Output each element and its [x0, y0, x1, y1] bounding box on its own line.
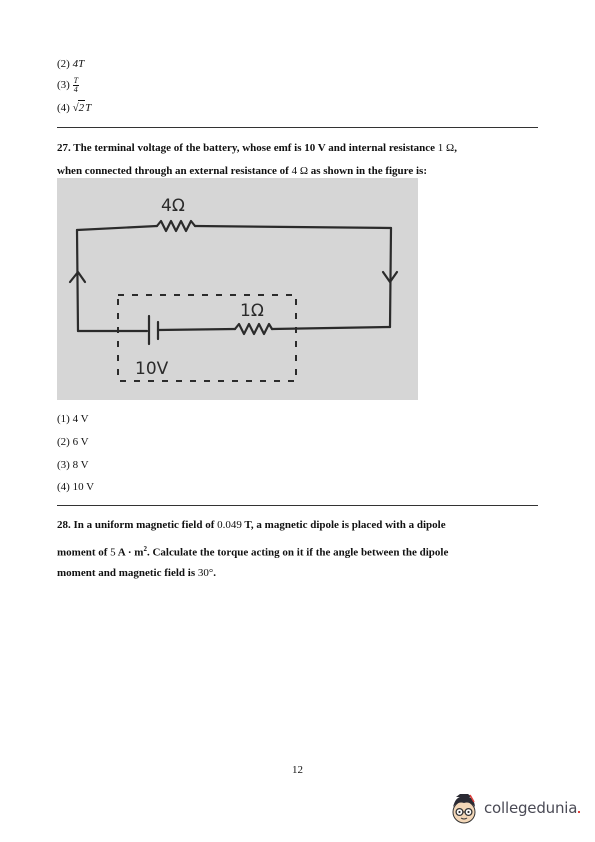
- resistor-4-ohm: [157, 221, 195, 231]
- bottom-wire-mid: [158, 329, 235, 330]
- moment-value: 5: [110, 546, 116, 559]
- mascot-icon: [448, 791, 480, 825]
- brand-dot: [578, 811, 580, 813]
- separator-rule: [57, 505, 538, 506]
- option-number: (3): [57, 79, 70, 92]
- fraction-numerator: T: [73, 76, 79, 85]
- option-27-2: [57, 435, 89, 449]
- question-28-line-1: [57, 518, 538, 532]
- question-text: .: [213, 567, 217, 579]
- option-number: (4): [57, 481, 70, 493]
- question-text: . Calculate the torque acting on it if the angle between the dipole: [146, 546, 449, 559]
- label-4-ohm: 4Ω: [161, 196, 185, 216]
- page-number: 12: [292, 764, 303, 776]
- question-28-line-3: [57, 566, 538, 580]
- option-value: 6: [72, 436, 79, 448]
- right-wire: [390, 228, 391, 327]
- option-prev-3: [57, 77, 79, 94]
- left-wire: [77, 230, 78, 331]
- question-27-line-1: [57, 141, 538, 155]
- option-27-1: [57, 412, 89, 426]
- fraction: [73, 77, 79, 94]
- unit-superscript: 2: [143, 545, 147, 553]
- question-text: 27. The terminal voltage of the battery, whose emf is 10 V and internal resistance: [57, 142, 438, 154]
- option-number: (1): [57, 413, 70, 425]
- brand-logo: [448, 790, 580, 826]
- question-text: moment and magnetic field is: [57, 567, 198, 579]
- option-prev-2: [57, 57, 84, 71]
- option-value: 4T: [72, 58, 85, 70]
- question-text: as shown in the figure is:: [308, 165, 427, 177]
- question-28-line-2: [57, 542, 538, 560]
- resistor-1-ohm: [235, 324, 272, 334]
- question-text: T, a magnetic dipole is placed with a dipole: [241, 519, 446, 531]
- field-value: 0.049: [217, 519, 242, 531]
- option-value: 8: [72, 459, 79, 471]
- option-value: 10: [72, 481, 84, 493]
- angle-value: 30°: [197, 567, 214, 579]
- option-unit: V: [80, 436, 89, 448]
- label-1-ohm: 1Ω: [240, 301, 264, 321]
- option-number: (2): [57, 58, 70, 70]
- option-variable: T: [85, 102, 92, 114]
- top-wire-right: [195, 226, 391, 228]
- top-wire: [77, 226, 157, 230]
- question-text: moment of: [57, 546, 111, 559]
- question-text: ,: [454, 142, 457, 154]
- resistance-value: 4 Ω: [291, 165, 308, 177]
- option-number: (3): [57, 459, 70, 471]
- circuit-diagram: [57, 178, 418, 400]
- question-text: 28. In a uniform magnetic field of: [57, 519, 218, 531]
- sqrt-radicand: 2: [78, 102, 85, 114]
- unit-text: A · m: [115, 546, 144, 559]
- option-unit: V: [86, 481, 95, 493]
- option-27-3: [57, 458, 89, 472]
- option-unit: V: [80, 413, 89, 425]
- option-prev-4: [57, 100, 91, 115]
- option-27-4: [57, 480, 94, 494]
- option-number: (4): [57, 102, 70, 114]
- circuit-figure: [57, 178, 418, 400]
- sqrt-sign: √: [72, 102, 79, 114]
- option-number: (2): [57, 436, 70, 448]
- option-unit: V: [80, 459, 89, 471]
- brand-name: collegedunia: [484, 799, 578, 817]
- separator-rule: [57, 127, 538, 128]
- option-value: 4: [72, 413, 79, 425]
- label-emf: 10V: [135, 359, 169, 379]
- resistance-value: 1 Ω: [437, 142, 455, 154]
- question-27-line-2: [57, 164, 538, 178]
- question-text: when connected through an external resistance of: [57, 165, 292, 177]
- fraction-denominator: 4: [73, 85, 78, 94]
- bottom-wire-right: [272, 327, 390, 329]
